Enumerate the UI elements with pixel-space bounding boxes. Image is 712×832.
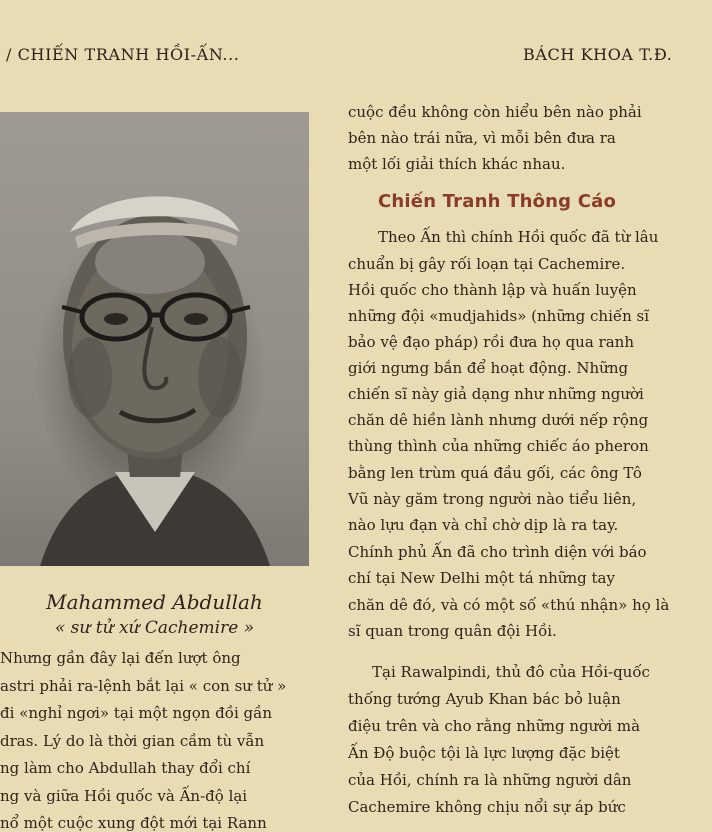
portrait-photo [0, 112, 309, 566]
right-text-line: Theo Ấn thì chính Hồi quốc đã từ lâu [378, 228, 659, 246]
right-text-line: chăn dê đó, và có một số «thú nhận» họ là [348, 596, 670, 614]
left-text-line: Nhưng gần đây lại đến lượt ông [0, 649, 241, 667]
right-text-line: thống tướng Ayub Khan bác bỏ luận [348, 690, 621, 708]
right-text-line: Vũ này găm trong người nào tiểu liên, [348, 490, 637, 508]
left-text-line: nổ một cuộc xung đột mới tại Rann [0, 814, 267, 832]
section-heading: Chiến Tranh Thông Cáo [378, 191, 617, 212]
right-text-line: cuộc đều không còn hiểu bên nào phải [348, 103, 642, 121]
right-text-line: một lối giải thích khác nhau. [348, 155, 566, 173]
right-text-line: giới ngưng bắn để hoạt động. Những [348, 359, 629, 377]
right-text-line: Cachemire không chịu nổi sự áp bức [348, 798, 626, 816]
right-text-line: sĩ quan trong quân đội Hồi. [348, 622, 557, 640]
right-text-line: chuẩn bị gây rối loạn tại Cachemire. [348, 255, 626, 273]
right-text-line: bằng len trùm quá đầu gối, các ông Tô [348, 464, 642, 482]
portrait-illustration [0, 112, 309, 566]
photo-caption-name: Mahammed Abdullah [46, 590, 263, 614]
left-text-line: astri phải ra-lệnh bắt lại « con sư tử » [0, 677, 287, 695]
right-text-line: thùng thình của những chiếc áo pheron [348, 437, 649, 455]
right-text-line: điệu trên và cho rằng những người mà [348, 717, 641, 735]
right-text-line: của Hồi, chính ra là những người dân [348, 771, 632, 789]
right-text-line: Hồi quốc cho thành lập và huấn luyện [348, 281, 637, 299]
left-text-line: ng làm cho Abdullah thay đổi chí [0, 759, 251, 777]
right-text-line: Ấn Độ buộc tội là lực lượng đặc biệt [348, 744, 620, 762]
left-text-line: đi «nghỉ ngơi» tại một ngọn đồi gần [0, 704, 272, 722]
photo-caption-subtitle: « sư tử xứ Cachemire » [54, 618, 255, 638]
right-text-line: bảo vệ đạo pháp) rồi đưa họ qua ranh [348, 333, 634, 351]
right-text-line: chí tại New Delhi một tá những tay [348, 569, 615, 587]
left-text-line: ng và giữa Hồi quốc và Ấn-độ lại [0, 787, 248, 805]
right-text-line: bên nào trái nữa, vì mỗi bên đưa ra [348, 129, 616, 147]
right-text-line: nào lựu đạn và chỉ chờ dịp là ra tay. [348, 516, 619, 534]
right-text-line: Tại Rawalpindi, thủ đô của Hồi-quốc [372, 663, 650, 681]
running-header-left: / CHIẾN TRANH HỒI-ẤN... [6, 45, 240, 64]
running-header-right: BÁCH KHOA T.Đ. [523, 45, 673, 64]
right-text-line: những đội «mudjahids» (những chiến sĩ [348, 307, 650, 325]
right-text-line: Chính phủ Ấn đã cho trình diện với báo [348, 543, 647, 561]
right-text-line: chiến sĩ này giả dạng như những người [348, 385, 644, 403]
right-text-line: chăn dê hiền lành nhưng dưới nếp rộng [348, 411, 649, 429]
left-text-line: dras. Lý do là thời gian cầm tù vẫn [0, 732, 265, 750]
